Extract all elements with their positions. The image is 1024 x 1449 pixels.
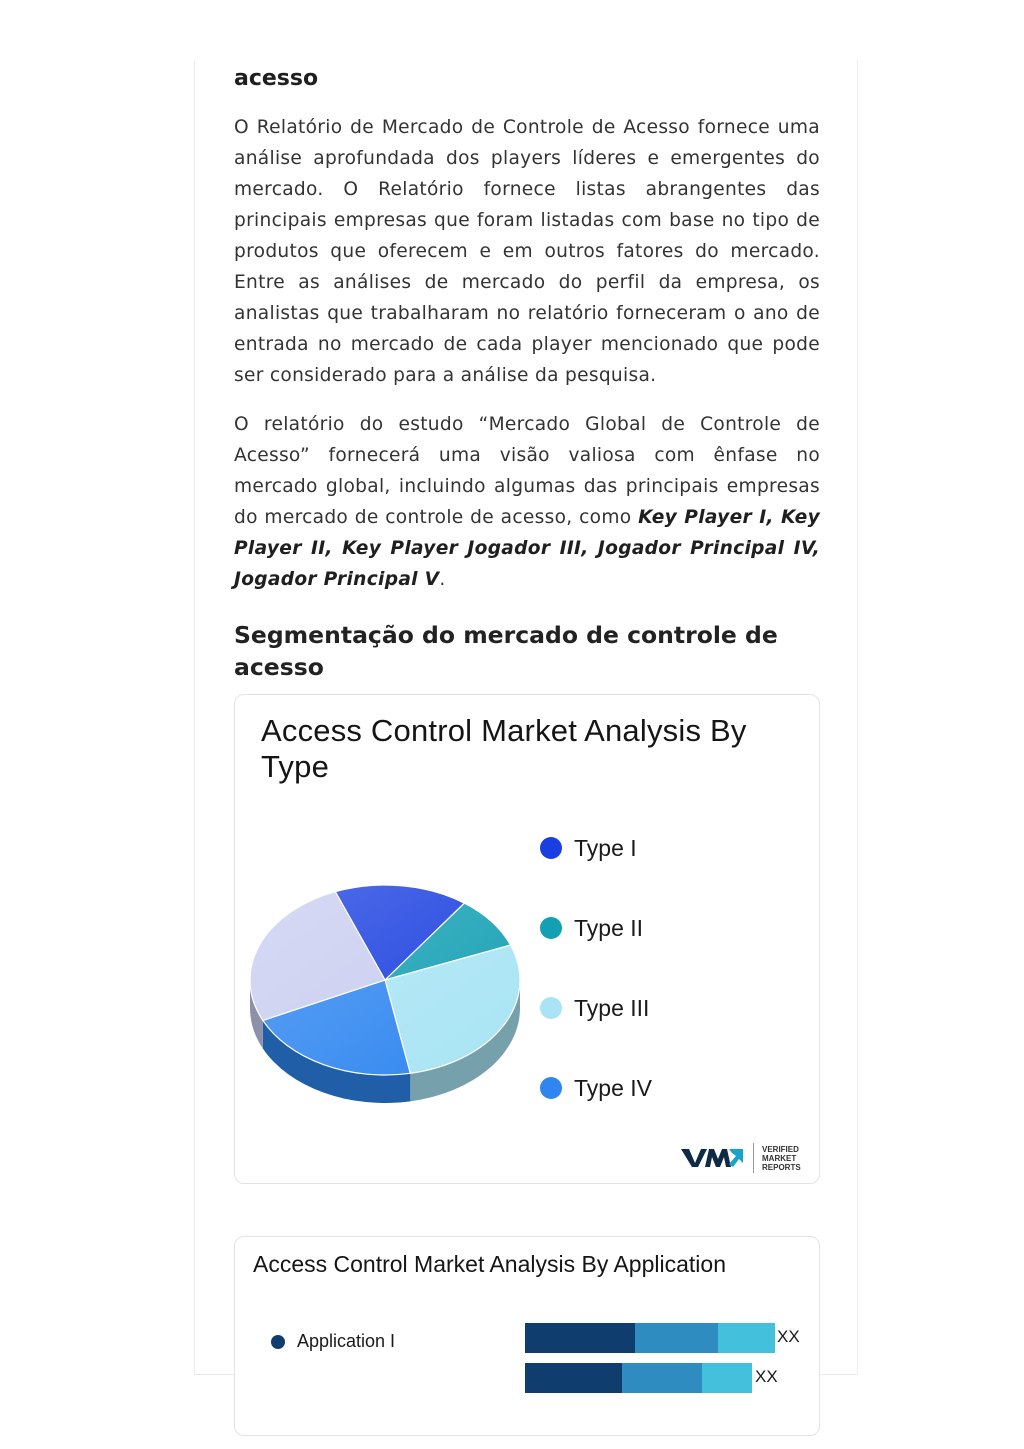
legend-dot-type-4 — [540, 1077, 562, 1099]
legend-dot-type-2 — [540, 917, 562, 939]
vmr-logo — [681, 1143, 801, 1173]
bar-row-application-1 — [525, 1323, 775, 1353]
logo-text — [762, 1145, 801, 1172]
legend-label: Type IV — [574, 1074, 652, 1101]
paragraph-study-text: O relatório do estudo “Mercado Global de Controle de Acesso” fornecerá uma visão valiosa com ênfase no mercado global, incluindo algumas das principais empresas do mercado de controle de acesso, como — [234, 414, 820, 528]
paragraph-study-end: . — [439, 569, 446, 590]
chart-title: Access Control Market Analysis By Type — [261, 713, 747, 784]
chart-title-application: Access Control Market Analysis By Application — [253, 1251, 726, 1277]
vmr-logo-mark — [681, 1147, 745, 1169]
legend-label: Type I — [574, 834, 637, 861]
legend-item-type-1 — [540, 833, 637, 863]
legend-item-type-2 — [540, 913, 643, 943]
bar-row-application-2 — [525, 1363, 752, 1393]
bar-segment-1-1 — [622, 1363, 702, 1393]
legend-dot-type-1 — [540, 837, 562, 859]
article-content — [234, 60, 820, 683]
bar-segment-1-2 — [702, 1363, 753, 1393]
pie-highlight — [250, 885, 520, 1075]
legend-item-type-4 — [540, 1073, 652, 1103]
legend-label: Type II — [574, 914, 644, 941]
bar-segment-0-2 — [718, 1323, 776, 1353]
bar-value-label: XX — [777, 1327, 800, 1346]
paragraph-report-overview: O Relatório de Mercado de Controle de Acesso fornece uma análise aprofundada dos players líderes e emergentes do mercado. O Relatório fornece listas abrangentes das principais empresas que foram listadas com base no tipo de produtos que oferecem e em outros fatores do mercado. Entre as análises de mercado do perfil da empresa, os analistas que trabalharam no relatório forneceram o ano de entrada no mercado de cada player mencionado que pode ser considerado para a análise da pesquisa. — [234, 117, 820, 386]
logo-separator — [753, 1143, 754, 1173]
legend-label: Type III — [574, 994, 650, 1021]
chart-card-by-type — [234, 694, 820, 1184]
logo-line-2: MARKET — [762, 1153, 797, 1163]
key-players: Key Player I, Key Player II, Key Player Jogador III, Jogador Principal IV, Jogador Principal V — [234, 507, 821, 590]
pie-chart — [245, 865, 545, 1145]
logo-line-3: REPORTS — [762, 1162, 801, 1172]
logo-line-1: VERIFIED — [762, 1144, 799, 1154]
section-heading: acesso — [234, 66, 319, 91]
bar-segment-0-0 — [525, 1323, 635, 1353]
bar-segment-1-0 — [525, 1363, 622, 1393]
legend-dot-type-3 — [540, 997, 562, 1019]
legend-item-type-3 — [540, 993, 649, 1023]
legend-item-application-1 — [271, 1331, 395, 1352]
paragraph-study — [234, 409, 820, 595]
legend-dot-application-1 — [271, 1335, 285, 1349]
application-label: Application I — [297, 1331, 396, 1351]
article-frame — [194, 60, 858, 1386]
bar-segment-0-1 — [635, 1323, 718, 1353]
bar-value-label: XX — [755, 1367, 778, 1386]
segmentation-heading: Segmentação do mercado de controle de acesso — [234, 621, 778, 681]
chart-card-by-application — [234, 1236, 820, 1436]
